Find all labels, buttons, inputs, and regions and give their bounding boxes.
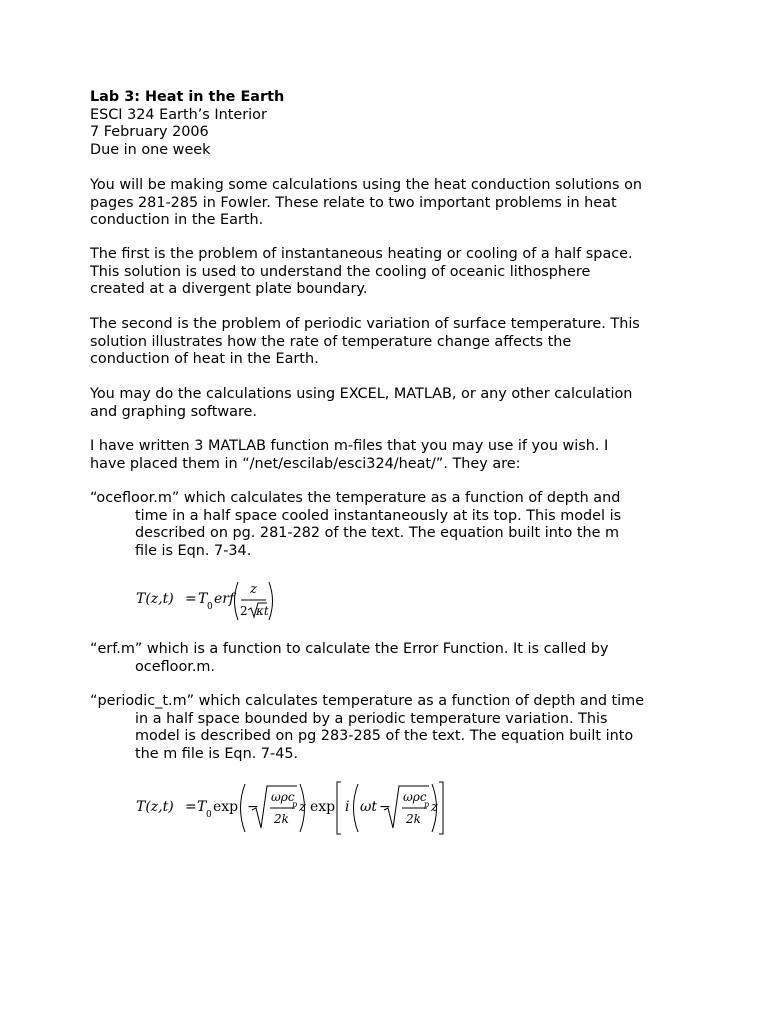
eq-omega-t: ωt — [360, 799, 378, 815]
eq-denominator-coefficient: 2 — [240, 604, 248, 618]
file-line: model is described on pg 283-285 of the text. The equation built into — [135, 728, 634, 745]
file-line: in a half space bounded by a periodic temperature variation. This — [135, 710, 608, 727]
eq-fraction2-subscript: p — [424, 800, 430, 809]
eq-exp-first: exp — [213, 799, 239, 815]
eq-lhs: T(z,t) — [136, 591, 174, 607]
eq-fraction-numerator: ωρc — [271, 790, 295, 804]
due-note: Due in one week — [90, 141, 211, 158]
paragraph-line: conduction of heat in the Earth. — [90, 351, 319, 368]
eq-t0-subscript: 0 — [206, 810, 212, 820]
eq-fraction-denominator: 2k — [274, 812, 289, 826]
file-line: described on pg. 281-282 of the text. The equation built into the m — [135, 525, 620, 542]
paragraph-line: This solution is used to understand the cooling of oceanic lithosphere — [90, 263, 591, 280]
paragraph-line: I have written 3 MATLAB function m-files that you may use if you wish. I — [90, 438, 609, 454]
eq-equals: = — [185, 799, 197, 815]
eq-fraction2-denominator: 2k — [406, 812, 421, 826]
eq-fraction-subscript: p — [292, 800, 298, 809]
course-name: ESCI 324 Earth’s Interior — [90, 106, 267, 123]
paragraph-line: The second is the problem of periodic variation of surface temperature. This — [90, 316, 640, 332]
paragraph-intro — [90, 177, 690, 230]
eq-equals: = — [185, 591, 197, 607]
paragraph-line: created at a divergent plate boundary. — [90, 281, 368, 298]
document-date: 7 February 2006 — [90, 124, 209, 141]
equation-7-45 — [135, 780, 455, 836]
paragraph-line: The first is the problem of instantaneous heating or cooling of a half space. — [90, 246, 633, 262]
paragraph-line: solution illustrates how the rate of temperature change affects the — [90, 333, 572, 350]
file-line: the m file is Eqn. 7-45. — [135, 745, 299, 762]
eq-variable-z: z — [299, 800, 306, 815]
paragraph-first — [90, 246, 690, 299]
file-line: “erf.m” which is a function to calculate the Error Function. It is called by — [90, 641, 609, 657]
eq-exp-second: exp — [310, 799, 336, 815]
file-line: time in a half space cooled instantaneously at its top. This model is — [135, 507, 622, 524]
file-line: “periodic_t.m” which calculates temperature as a function of depth and time — [90, 693, 645, 709]
eq-lhs: T(z,t) — [136, 799, 174, 815]
eq-t0-subscript: 0 — [207, 602, 213, 612]
eq-t0: T — [198, 591, 208, 607]
header-block — [90, 89, 690, 159]
file-line: ocefloor.m. — [135, 658, 216, 675]
paragraph-software — [90, 386, 690, 421]
eq-minus-second: − — [379, 799, 391, 815]
paragraph-line: You will be making some calculations using the heat conduction solutions on — [90, 177, 643, 193]
eq-numerator: z — [250, 582, 257, 597]
eq-denominator-radicand: κt — [256, 604, 269, 618]
paragraph-line: You may do the calculations using EXCEL, MATLAB, or any other calculation — [90, 386, 633, 402]
paragraph-line: have placed them in “/net/escilab/esci324/heat/”. They are: — [90, 455, 521, 472]
file-item-erf — [90, 641, 710, 676]
file-item-ocefloor — [90, 490, 710, 560]
paragraph-line: conduction in the Earth. — [90, 212, 264, 229]
eq-minus-first: − — [247, 799, 259, 815]
paragraph-line: pages 281-285 in Fowler. These relate to two important problems in heat — [90, 194, 617, 211]
document-title: Lab 3: Heat in the Earth — [90, 89, 285, 105]
file-line: “ocefloor.m” which calculates the temperature as a function of depth and — [90, 490, 621, 506]
paragraph-mfiles — [90, 438, 690, 473]
eq-imaginary-unit: i — [345, 799, 350, 815]
eq-variable-z2: z — [431, 800, 438, 815]
equation-7-34 — [135, 578, 285, 624]
eq-function-name: erf — [214, 591, 235, 607]
file-item-periodic — [90, 693, 710, 763]
eq-fraction2-numerator: ωρc — [403, 790, 427, 804]
file-line: file is Eqn. 7-34. — [135, 542, 252, 559]
paragraph-second — [90, 316, 690, 369]
eq-t0: T — [197, 799, 207, 815]
paragraph-line: and graphing software. — [90, 403, 257, 420]
